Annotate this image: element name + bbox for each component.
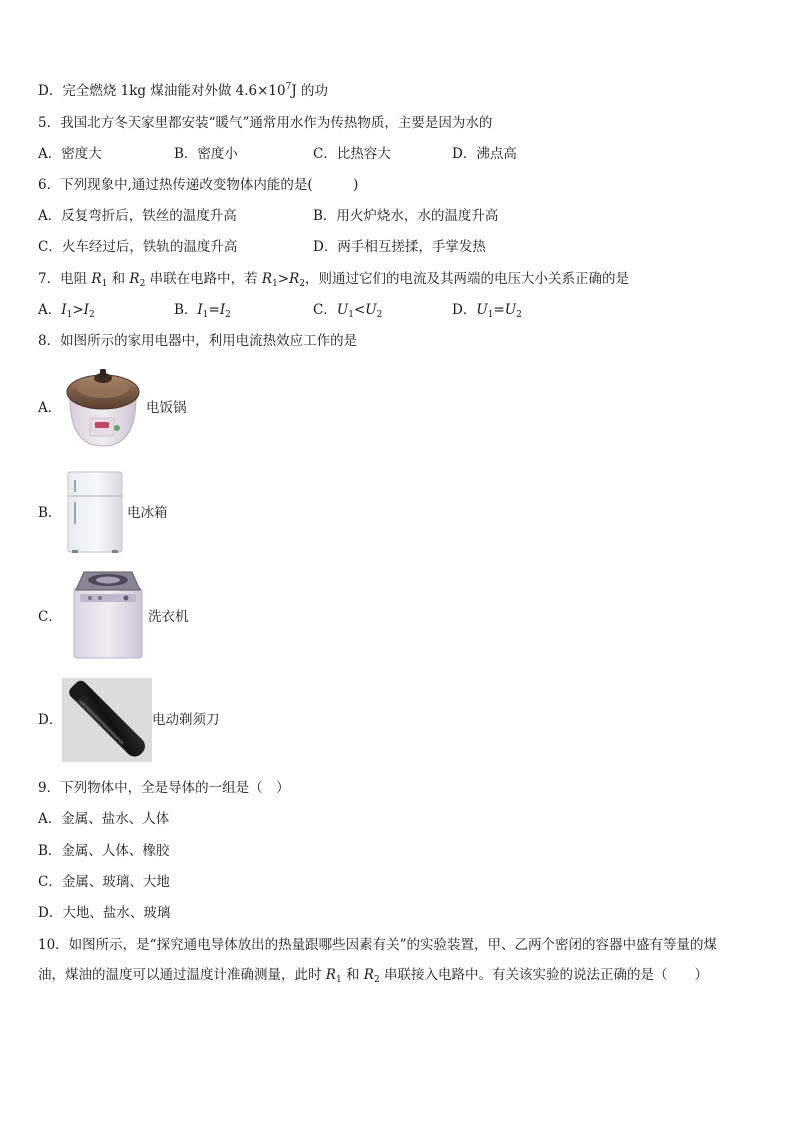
washing-machine-icon bbox=[70, 568, 146, 660]
q10-stem-line1: 10．如图所示，是“探究通电导体放出的热量跟哪些因素有关”的实验装置，甲、乙两个密闭的容器中盛有等量的煤 bbox=[38, 937, 717, 953]
q8-option-d-letter: D． bbox=[38, 712, 63, 728]
q6-stem: 6．下列现象中,通过热传递改变物体内能的是( ) bbox=[38, 177, 359, 193]
q6-option-d: D．两手相互搓揉，手掌发热 bbox=[313, 239, 486, 255]
q8-option-b-label: 电冰箱 bbox=[127, 505, 168, 521]
q5-option-b: B．密度小 bbox=[174, 146, 238, 162]
q7-stem: 7．电阻 $R_1$ 和 $R_2$ 串联在电路中，若 $R_1>R_2$，则通过它们的电流及其两端的电压大小关系正确的是 bbox=[38, 271, 630, 289]
q8-option-c-label: 洗衣机 bbox=[148, 609, 189, 625]
q5-stem: 5．我国北方冬天家里都安装“暖气”通常用水作为传热物质，主要是因为水的 bbox=[38, 115, 493, 131]
q7-option-b: B．$I_1=I_2$ bbox=[174, 302, 231, 320]
q8-option-b-letter: B． bbox=[38, 505, 62, 521]
q7-option-a: A．$I_1>I_2$ bbox=[38, 302, 95, 320]
q10-stem-line2: 油，煤油的温度可以通过温度计准确测量，此时 $R_1$ 和 $R_2$ 串联接入电路中。有关该实验的说法正确的是（ ） bbox=[38, 967, 708, 985]
q9-stem: 9．下列物体中，全是导体的一组是（ ） bbox=[38, 780, 290, 796]
q7-option-c: C．$U_1<U_2$ bbox=[313, 302, 383, 320]
q5-option-d: D．沸点高 bbox=[452, 146, 517, 162]
rice-cooker-icon bbox=[62, 362, 144, 450]
q6-option-b: B．用火炉烧水，水的温度升高 bbox=[313, 208, 499, 224]
refrigerator-icon bbox=[66, 470, 124, 554]
q6-option-c: C．火车经过后，铁轨的温度升高 bbox=[38, 239, 238, 255]
q9-option-d: D．大地、盐水、玻璃 bbox=[38, 905, 171, 921]
q5-option-c: C．比热容大 bbox=[313, 146, 391, 162]
q9-option-b: B．金属、人体、橡胶 bbox=[38, 843, 170, 859]
q8-stem: 8．如图所示的家用电器中，利用电流热效应工作的是 bbox=[38, 333, 358, 349]
q8-option-a-label: 电饭锅 bbox=[146, 400, 187, 416]
electric-shaver-icon bbox=[62, 678, 152, 762]
q4-option-d: D．完全燃烧 1kg 煤油能对外做 $4.6\times 10^7J$ 的功 bbox=[38, 82, 329, 99]
q8-option-c-letter: C． bbox=[38, 609, 62, 625]
q9-option-a: A．金属、盐水、人体 bbox=[38, 811, 170, 827]
q8-option-d-label: 电动剃须刀 bbox=[152, 712, 220, 728]
q7-option-d: D．$U_1=U_2$ bbox=[452, 302, 522, 320]
q5-option-a: A．密度大 bbox=[38, 146, 102, 162]
q8-option-a-letter: A． bbox=[38, 400, 62, 416]
q6-option-a: A．反复弯折后，铁丝的温度升高 bbox=[38, 208, 237, 224]
q9-option-c: C．金属、玻璃、大地 bbox=[38, 874, 170, 890]
